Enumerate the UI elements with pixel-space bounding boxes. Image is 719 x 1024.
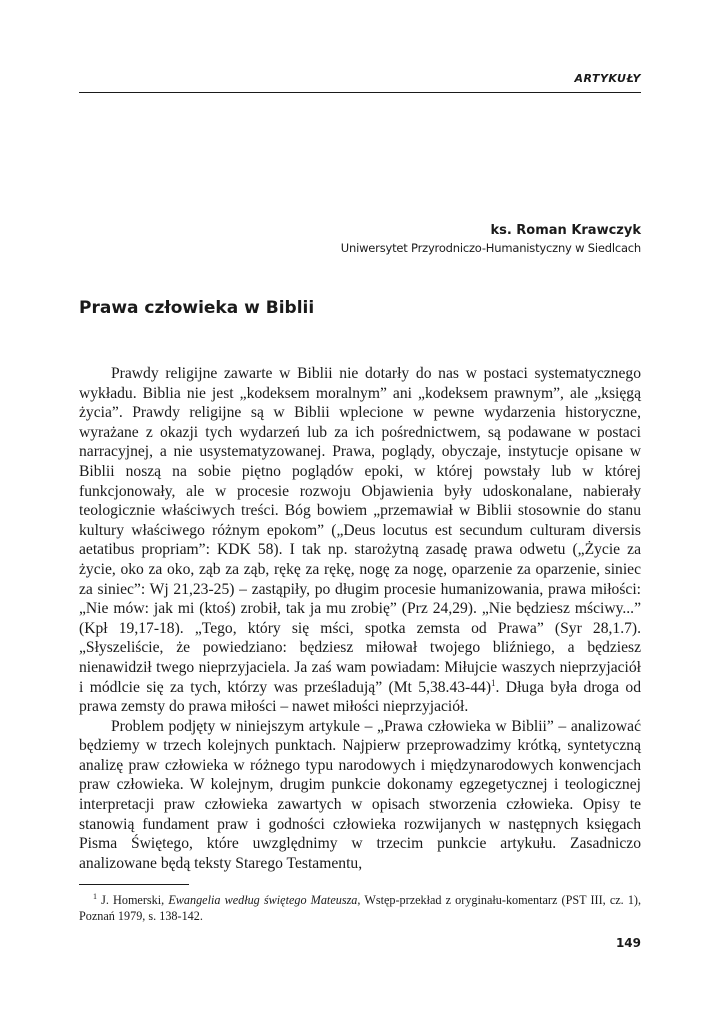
paragraph: Problem podjęty w niniejszym artykule – „Prawa człowieka w Biblii” – analizować będziemy w trzech kolejnych punktach. Najpierw przeprowadzimy krótką, syntetyczną analizę praw człowieka w różnego typu narodowych i międzynarodowych konwencjach praw człowieka. W kolejnym, drugim punkcie dokonamy egzegetycznej i teologicznej interpretacji praw człowieka zawartych w opisach stworzenia człowieka. Opisy te stanowią fundament praw i godności człowieka rozwijanych w następnych księgach Pisma Świętego, które uwzględnimy w trzecim punkcie artykułu. Zasadniczo analizowane będą teksty Starego Testamentu,	[79, 717, 641, 872]
footnote-reference: 1	[491, 677, 496, 688]
paragraph-text: . Długa była droga od prawa zemsty do prawa miłości – nawet miłości nieprzyjaciół.	[79, 678, 641, 716]
footnote-details: , Wstęp-przekład z oryginału-komentarz (PST III, cz. 1), Poznań 1979, s. 138-142.	[79, 893, 642, 923]
header-rule	[79, 92, 641, 93]
paragraph-text: Prawdy religijne zawarte w Biblii nie dotarły do nas w postaci systematycznego wykładu. Biblia nie jest „kodeksem moralnym” ani „kodeksem prawnym”, ale „księgą życia”. Prawdy religijne są w Biblii wplecione w pewne wydarzenia historyczne, wyrażane z okazji tych wydarzeń lub za ich pośrednictwem, są podawane w postaci narracyjnej, a nie usystematyzowanej. Prawa, poglądy, obyczaje, instytucje opisane w Biblii noszą na sobie piętno poglądów epoki, w której powstały lub w której funkcjonowały, ale w procesie rozwoju Objawienia były udoskonalane, nabierały teologicznie właściwych treści. Bóg bowiem „przemawiał w Biblii stosownie do stanu kultury właściwego różnym epokom” („Deus locutus est secundum culturam diversis aetatibus propriam”: KDK 58). I tak np. starożytną zasadę prawa odwetu („Życie za życie, oko za oko, ząb za ząb, rękę za rękę, nogę za nogę, oparzenie za oparzenie, siniec za siniec”: Wj 21,23-25) – zastąpiły, po długim procesie humanizowania, prawa miłości: „Nie mów: jak mi (ktoś) zrobił, tak ja mu zrobię” (Prz 24,29). „Nie będziesz mściwy...” (Kpł 19,17-18). „Tego, który się mści, spotka zemsta od Prawa” (Syr 28,1.7). „Słyszeliście, że powiedziano: będziesz miłował twojego bliźniego, a będziesz nienawidził twego nieprzyjaciela. Ja zaś wam powiadam: Miłujcie waszych nieprzyjaciół i módlcie się za tych, którzy was prześladują” (Mt 5,38.43-44)	[79, 365, 641, 696]
section-label: ARTYKUŁY	[574, 72, 641, 85]
footnote-author: J. Homerski,	[101, 893, 165, 907]
footnote-rule	[79, 884, 189, 885]
footnote-number: 1	[93, 891, 97, 901]
footnote	[79, 892, 641, 924]
footnote-book-title: Ewangelia według świętego Mateusza	[168, 893, 358, 907]
author-affiliation: Uniwersytet Przyrodniczo-Humanistyczny w Siedlcach	[340, 241, 641, 255]
paragraph	[79, 364, 641, 717]
author-name: ks. Roman Krawczyk	[490, 223, 641, 238]
article-title: Prawa człowieka w Biblii	[79, 298, 315, 318]
article-body	[79, 364, 641, 873]
page-number: 149	[615, 936, 641, 950]
